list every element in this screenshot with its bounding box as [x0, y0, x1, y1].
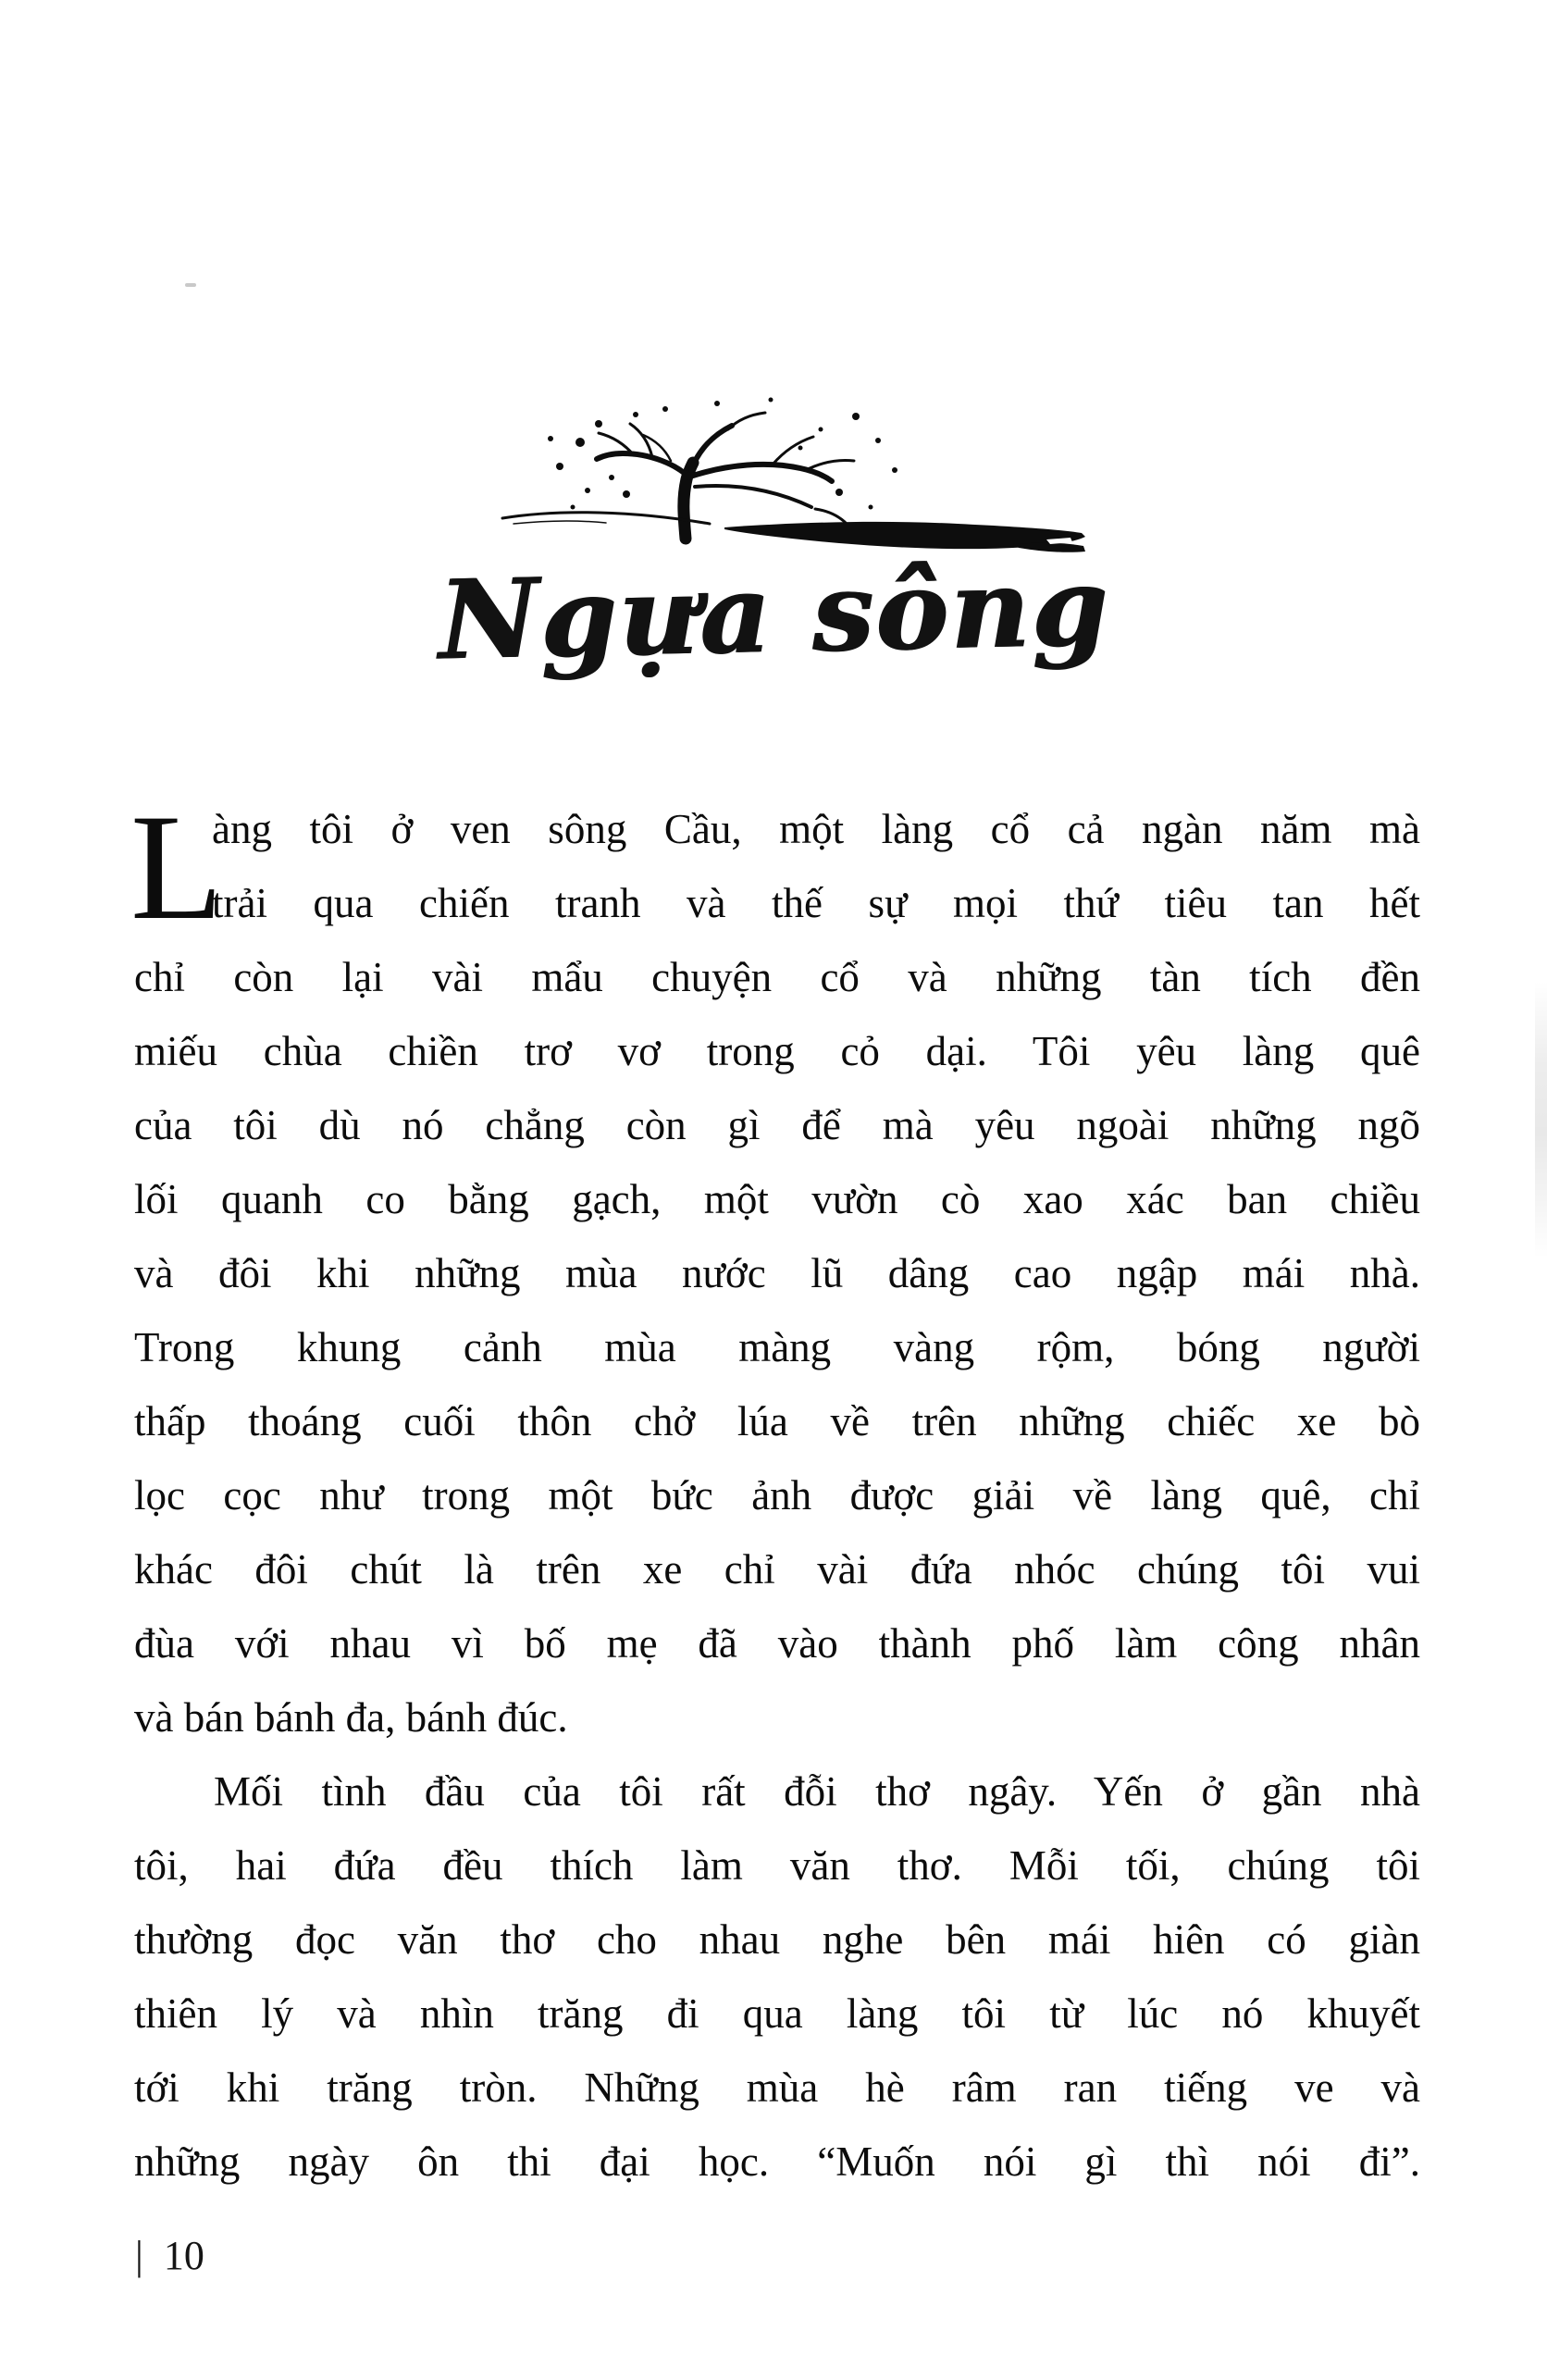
text-line: lọc cọc như trong một bức ảnh được giải về làng quê, chỉ	[134, 1472, 1420, 1518]
text-line: miếu chùa chiền trơ vơ trong cỏ dại. Tôi yêu làng quê	[134, 1028, 1420, 1074]
page-number: 10	[163, 2233, 204, 2278]
text-line: thấp thoáng cuối thôn chở lúa về trên những chiếc xe bò	[134, 1398, 1420, 1444]
text-line: àng tôi ở ven sông Cầu, một làng cổ cả ngàn năm mà	[212, 806, 1420, 852]
text-line: khác đôi chút là trên xe chỉ vài đứa nhóc chúng tôi vui	[134, 1546, 1420, 1593]
chapter-title: Ngựa sông	[437, 541, 1110, 685]
scan-speck	[185, 283, 196, 287]
scan-edge-smudge	[1535, 981, 1547, 1258]
text-line: đùa với nhau vì bố mẹ đã vào thành phố làm công nhân	[134, 1620, 1420, 1667]
text-line: những ngày ôn thi đại học. “Muốn nói gì thì nói đi”.	[134, 2138, 1420, 2185]
text-line: tới khi trăng tròn. Những mùa hè râm ran tiếng ve và	[134, 2064, 1420, 2111]
text-line: Mối tình đầu của tôi rất đỗi thơ ngây. Yến ở gần nhà	[214, 1768, 1420, 1815]
paragraph-1	[130, 784, 1420, 1754]
text-line: lối quanh co bằng gạch, một vườn cò xao xác ban chiều	[134, 1176, 1420, 1222]
drop-cap: L	[130, 784, 224, 951]
text-line: và đôi khi những mùa nước lũ dâng cao ngập mái nhà.	[134, 1250, 1420, 1296]
text-line: thiên lý và nhìn trăng đi qua làng tôi từ lúc nó khuyết	[134, 1990, 1420, 2037]
text-line: của tôi dù nó chẳng còn gì để mà yêu ngoài những ngõ	[134, 1102, 1420, 1148]
text-line: Trong khung cảnh mùa màng vàng rộm, bóng người	[134, 1324, 1420, 1370]
text-line: chỉ còn lại vài mẩu chuyện cổ và những tàn tích đền	[134, 954, 1420, 1000]
page-footer	[135, 2228, 204, 2284]
footer-divider: |	[135, 2233, 143, 2278]
paragraph-2	[134, 1754, 1420, 2199]
text-line: thường đọc văn thơ cho nhau nghe bên mái hiên có giàn	[134, 1916, 1420, 1963]
text-line: tôi, hai đứa đều thích làm văn thơ. Mỗi tối, chúng tôi	[134, 1842, 1420, 1889]
text-line: trải qua chiến tranh và thế sự mọi thứ tiêu tan hết	[212, 880, 1420, 926]
text-line: và bán bánh đa, bánh đúc.	[134, 1694, 568, 1741]
body-text	[130, 784, 1420, 2199]
